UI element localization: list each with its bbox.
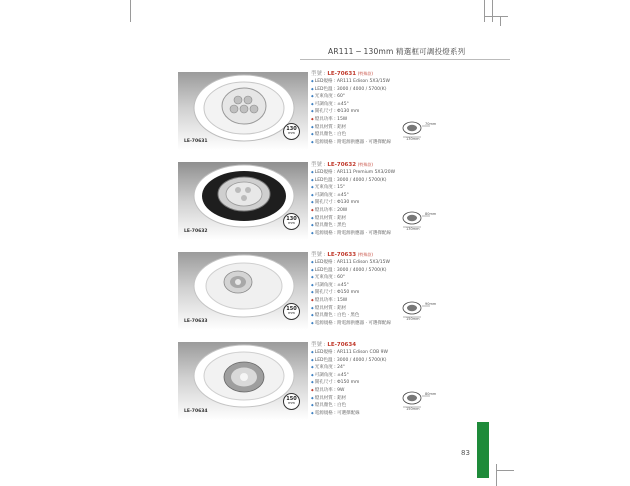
spec-row: ◆ 燈具顏色 : 白色 <box>311 402 406 410</box>
crop-mark <box>496 470 514 471</box>
spec-row: ◆ 可調角度 : ±45° <box>311 282 406 290</box>
model-line: 型號 : LE-70633 (特殊款) <box>311 252 373 258</box>
cutout-size-badge: 150 mm <box>283 303 300 320</box>
spec-row: ◆ LED規格 : AR111 Edison 5X3/15W <box>311 259 406 267</box>
model-code: LE-70631 <box>327 71 357 77</box>
spec-row: ◆ 燈具材質 : 鋁材 <box>311 215 406 223</box>
photo-model-label: LE-70632 <box>184 229 208 234</box>
spec-row: ◆ 燈具功率 : 20W <box>311 207 406 215</box>
page-number: 83 <box>461 449 470 457</box>
photo-model-label: LE-70631 <box>184 139 208 144</box>
model-line: 型號 : LE-70634 <box>311 342 357 348</box>
crop-mark <box>496 464 497 486</box>
diagram-width-label: 150mm <box>406 317 420 321</box>
cutout-size-badge: 130 mm <box>283 123 300 140</box>
photo-model-label: LE-70634 <box>184 409 208 414</box>
spec-row: ◆ 燈具功率 : 15W <box>311 297 406 305</box>
spec-block <box>311 70 406 146</box>
photo-model-label: LE-70633 <box>184 319 208 324</box>
spec-row: ◆ 燈具材質 : 鋁材 <box>311 305 406 313</box>
model-line: 型號 : LE-70631 (特殊款) <box>311 71 373 77</box>
spec-row: ◆ 燈具材質 : 鋁材 <box>311 124 406 132</box>
spec-row: ◆ 開孔尺寸 : Φ130 mm <box>311 108 406 116</box>
diagram-height-label: 80mm <box>425 212 437 216</box>
page-title: AR111 ─ 130mm 精選框可調投燈系列 <box>328 47 466 56</box>
spec-row: ◆ LED規格 : AR111 Edison COB 9W <box>311 349 406 357</box>
spec-row: ◆ 光束角度 : 24° <box>311 364 406 372</box>
cutout-size-badge: 150 mm <box>283 393 300 410</box>
crop-mark <box>500 16 501 26</box>
spec-row: ◆ 燈具功率 : 15W <box>311 116 406 124</box>
diagram-width-label: 130mm <box>406 137 420 141</box>
diagram-width-label: 150mm <box>406 407 420 411</box>
model-code: LE-70634 <box>327 342 357 348</box>
spec-row: ◆ 燈具顏色 : 黑色 <box>311 222 406 230</box>
spec-row: ◆ 燈具材質 : 鋁材 <box>311 395 406 403</box>
crop-mark <box>130 0 131 22</box>
spec-row: ◆ LED色溫 : 3000 / 4000 / 5700(K) <box>311 86 406 94</box>
spec-row: ◆ 電源規格 : 附電源供應器 · 可選擇配線 <box>311 230 406 238</box>
cutout-size-badge: 130 mm <box>283 213 300 230</box>
spec-row: ◆ 開孔尺寸 : Φ150 mm <box>311 289 406 297</box>
spec-row: ◆ 光束角度 : 60° <box>311 93 406 101</box>
spec-row: ◆ 可調角度 : ±45° <box>311 101 406 109</box>
model-code: LE-70633 <box>327 252 357 258</box>
diagram-height-label: 70mm <box>425 122 437 126</box>
spec-block <box>311 251 406 327</box>
crop-mark <box>484 16 508 17</box>
spec-row: ◆ LED色溫 : 3000 / 4000 / 5700(K) <box>311 177 406 185</box>
spec-row: ◆ 燈具功率 : 9W <box>311 387 406 395</box>
model-line: 型號 : LE-70632 (特殊款) <box>311 162 373 168</box>
spec-block <box>311 161 406 237</box>
dimension-diagram <box>400 298 436 322</box>
spec-row: ◆ 電源規格 : 附電源供應器 · 可選擇配線 <box>311 320 406 328</box>
product-photo <box>178 72 308 150</box>
spec-row: ◆ 燈具顏色 : 白色 <box>311 131 406 139</box>
product-photo <box>178 162 308 240</box>
diagram-height-label: 80mm <box>425 392 437 396</box>
spec-row: ◆ 可調角度 : ±45° <box>311 192 406 200</box>
diagram-height-label: 90mm <box>425 302 437 306</box>
dimension-diagram <box>400 208 436 232</box>
dimension-diagram <box>400 118 436 142</box>
spec-row: ◆ 開孔尺寸 : Φ150 mm <box>311 379 406 387</box>
spec-row: ◆ 光束角度 : 60° <box>311 274 406 282</box>
spec-row: ◆ 電源規格 : 可選擇配線 <box>311 410 406 418</box>
spec-row: ◆ 可調角度 : ±45° <box>311 372 406 380</box>
spec-row: ◆ 燈具顏色 : 白色 · 黑色 <box>311 312 406 320</box>
product-photo <box>178 342 308 420</box>
spec-row: ◆ LED規格 : AR111 Premium 5X3/20W <box>311 169 406 177</box>
spec-row: ◆ LED色溫 : 3000 / 4000 / 5700(K) <box>311 357 406 365</box>
title-rule <box>300 59 510 60</box>
spec-row: ◆ LED規格 : AR111 Edison 5X3/15W <box>311 78 406 86</box>
crop-mark <box>492 0 493 22</box>
crop-mark <box>484 0 485 22</box>
dimension-diagram <box>400 388 436 412</box>
spec-row: ◆ 電源規格 : 附電源供應器 · 可選擇配線 <box>311 139 406 147</box>
spec-block <box>311 341 406 417</box>
diagram-width-label: 130mm <box>406 227 420 231</box>
product-photo <box>178 252 308 330</box>
section-tab-bar <box>477 422 489 478</box>
spec-row: ◆ 光束角度 : 15° <box>311 184 406 192</box>
spec-row: ◆ 開孔尺寸 : Φ130 mm <box>311 199 406 207</box>
model-code: LE-70632 <box>327 162 357 168</box>
spec-row: ◆ LED色溫 : 3000 / 4000 / 5700(K) <box>311 267 406 275</box>
